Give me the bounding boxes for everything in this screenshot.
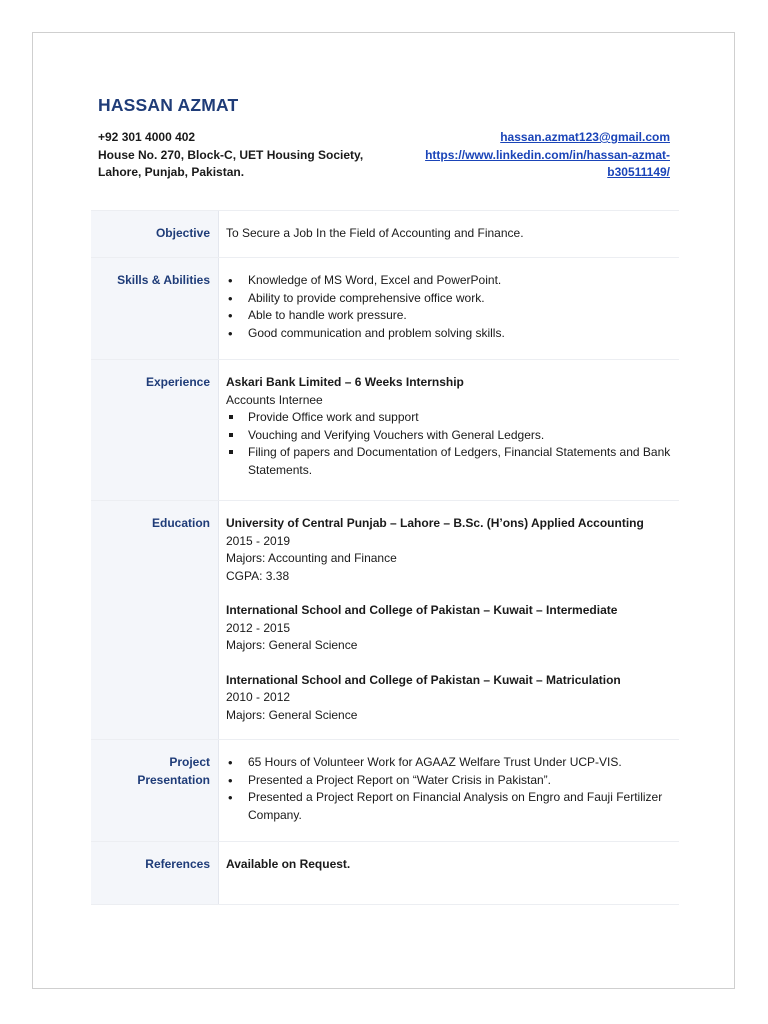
list-item: • Able to handle work pressure. <box>226 307 671 325</box>
experience-company: Askari Bank Limited – 6 Weeks Internship <box>226 375 464 389</box>
experience-duties <box>226 409 671 479</box>
education-entry <box>226 672 671 725</box>
skills-list <box>226 272 671 342</box>
education-section <box>91 500 679 739</box>
education-majors: Majors: General Science <box>226 638 358 652</box>
education-majors: Majors: Accounting and Finance <box>226 551 397 565</box>
skills-label: Skills & Abilities <box>91 258 219 359</box>
references-label: References <box>91 842 219 904</box>
experience-role: Accounts Internee <box>226 392 323 407</box>
linkedin-url-part-2[interactable]: b30511149/ <box>607 165 670 179</box>
references-text: Available on Request. <box>226 857 351 871</box>
list-item: • Knowledge of MS Word, Excel and PowerPoint. <box>226 272 671 290</box>
email-link[interactable]: hassan.azmat123@gmail.com <box>500 130 670 144</box>
education-entry <box>226 602 671 655</box>
education-years: 2010 - 2012 <box>226 690 291 704</box>
education-institution: International School and College of Pakistan – Kuwait – Matriculation <box>226 672 621 687</box>
list-item: • Good communication and problem solving skills. <box>226 325 671 343</box>
objective-text: To Secure a Job In the Field of Accounting and Finance. <box>226 226 524 240</box>
resume-page <box>32 32 735 989</box>
objective-section <box>91 210 679 257</box>
linkedin-link[interactable] <box>425 147 670 182</box>
education-institution: University of Central Punjab – Lahore – B.Sc. (H’ons) Applied Accounting <box>226 516 644 530</box>
education-years: 2012 - 2015 <box>226 620 291 635</box>
list-item: Filing of papers and Documentation of Ledgers, Financial Statements and Bank Statements. <box>226 444 671 479</box>
objective-label: Objective <box>91 211 219 257</box>
linkedin-url-part-1[interactable]: https://www.linkedin.com/in/hassan-azmat- <box>425 147 670 162</box>
education-majors: Majors: General Science <box>226 707 358 722</box>
projects-list <box>226 754 671 824</box>
list-item: • 65 Hours of Volunteer Work for AGAAZ Welfare Trust Under UCP-VIS. <box>226 754 671 772</box>
phone-number: +92 301 4000 402 <box>98 130 196 144</box>
address-line-2: Lahore, Punjab, Pakistan. <box>98 165 245 179</box>
list-item: • Presented a Project Report on Financial Analysis on Engro and Fauji Fertilizer Company. <box>226 789 671 824</box>
list-item: • Ability to provide comprehensive office work. <box>226 290 671 308</box>
references-section <box>91 841 679 905</box>
contact-info <box>98 129 363 182</box>
skills-section <box>91 257 679 359</box>
projects-section <box>91 739 679 841</box>
projects-label-line-2: Presentation <box>137 772 210 787</box>
education-years: 2015 - 2019 <box>226 533 291 548</box>
experience-label: Experience <box>91 360 219 500</box>
list-item: Provide Office work and support <box>226 409 671 427</box>
education-label: Education <box>91 501 219 739</box>
list-item: Vouching and Verifying Vouchers with General Ledgers. <box>226 427 671 445</box>
education-institution: International School and College of Pakistan – Kuwait – Intermediate <box>226 603 618 617</box>
online-contact <box>425 129 670 182</box>
education-cgpa: CGPA: 3.38 <box>226 568 290 583</box>
projects-label <box>91 740 219 841</box>
address-line-1: House No. 270, Block-C, UET Housing Society, <box>98 147 364 162</box>
experience-section <box>91 359 679 500</box>
resume-sections <box>91 210 679 905</box>
candidate-name: HASSAN AZMAT <box>98 95 239 115</box>
list-item: • Presented a Project Report on “Water Crisis in Pakistan”. <box>226 772 671 790</box>
education-entry <box>226 515 671 585</box>
projects-label-line-1: Project <box>169 755 210 769</box>
